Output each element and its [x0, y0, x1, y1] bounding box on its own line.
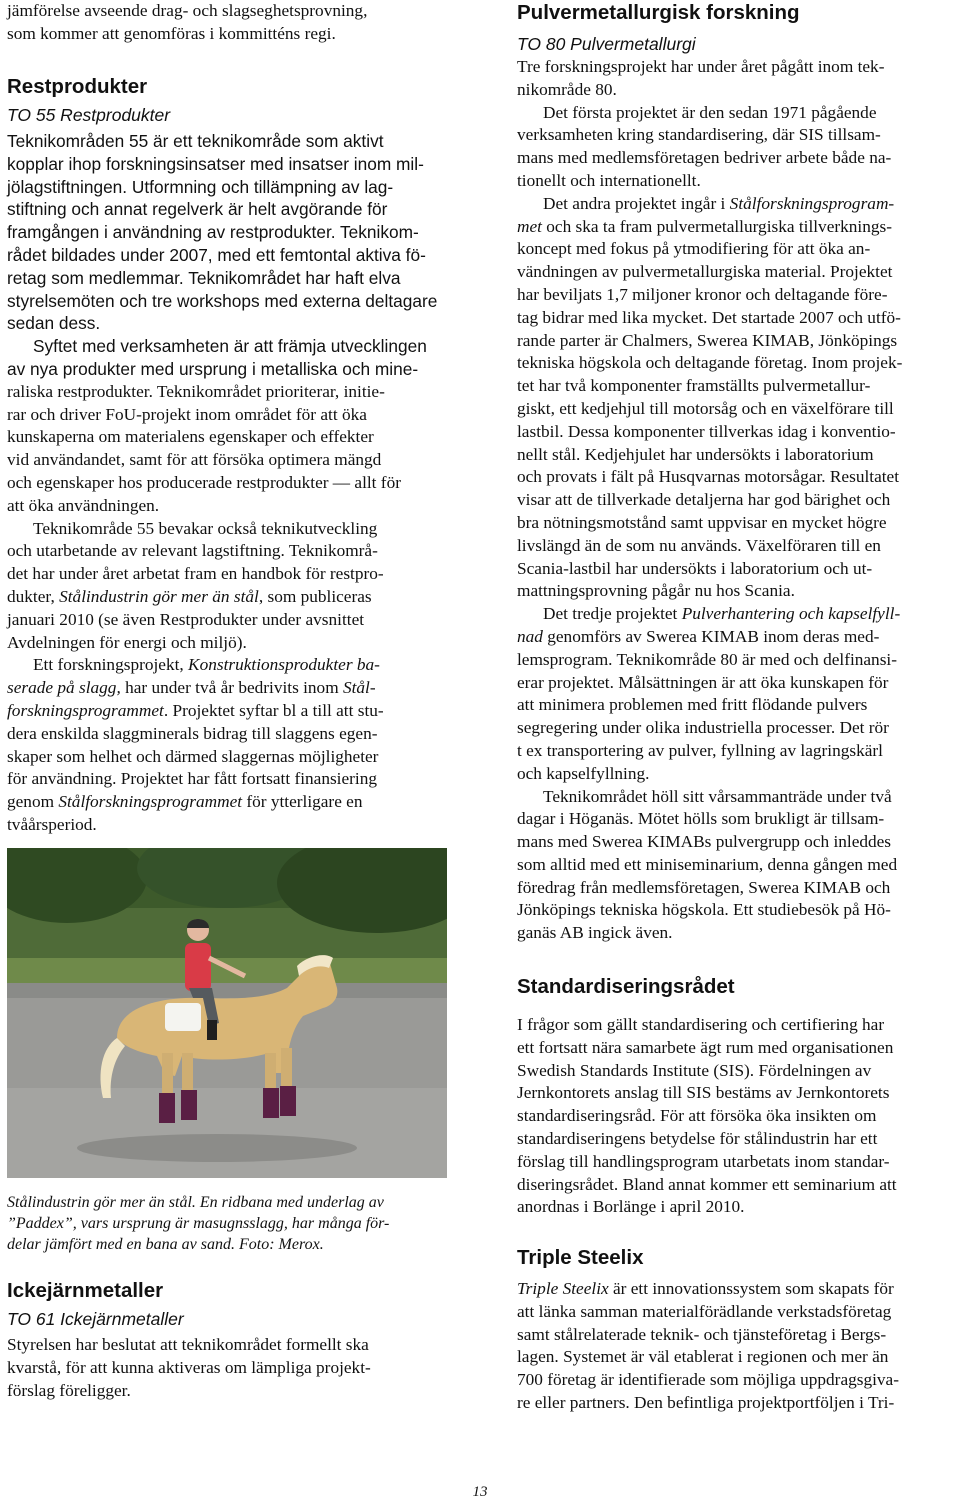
text-line: det har under året arbetat fram en handbok för restpro- [7, 564, 384, 584]
text-line: Teknikområde 55 bevakar också teknikutveckling [33, 518, 378, 538]
text-line: Ett forskningsprojekt, Konstruktionsprodukter ba- [33, 655, 380, 675]
text-line: tvåårsperiod. [7, 814, 97, 834]
text-line: erar projektet. Målsättningen är att öka kunskapen för [517, 672, 889, 692]
text-line: att länka samman materialförädlande verkstadsföretag [517, 1301, 892, 1321]
text-line: dukter, Stålindustrin gör mer än stål, som publiceras [7, 586, 372, 606]
text-line: styrelsemöten och tre workshops med externa deltagare [7, 290, 438, 311]
section-heading: Triple Steelix [517, 1246, 644, 1269]
section-heading: Pulvermetallurgisk forskning [517, 1, 800, 24]
text-line: nellt stål. Kedjehjulet har undersökts i laboratorium [517, 444, 874, 464]
section-triple-steelix [517, 1245, 957, 1415]
text-line: och utarbetande av relevant lagstiftning. Teknikområ- [7, 541, 378, 561]
section-restprodukter [7, 74, 447, 837]
photo-caption [7, 1192, 447, 1255]
text-line: lagen. Systemet är väl etablerat i regionen och mer än [517, 1347, 889, 1367]
text-line: serade på slagg, har under två år bedrivits inom Stål- [7, 678, 376, 698]
text-line: t ex transportering av pulver, fyllning av lagringskärl [517, 740, 883, 760]
paragraph [517, 786, 957, 946]
text-line: har beviljats 1,7 miljoner kronor och deltagande före- [517, 284, 888, 304]
section-pulvermetallurgi [517, 0, 957, 945]
text-line: stiftning och annat regelverk är helt avgörande för [7, 199, 388, 220]
text-line: genom Stålforskningsprogrammet för ytterligare en [7, 792, 363, 812]
text-line: tet har två komponenter framställts pulvermetallur- [517, 376, 871, 396]
text-line: 700 företag är identifierade som möjliga uppdragsgiva- [517, 1370, 899, 1390]
text-line: nikområde 80. [517, 79, 617, 99]
text-line: tionellt och internationellt. [517, 170, 701, 190]
text-line: bra nötningsmotstånd samt uppvisar en mycket högre [517, 512, 887, 532]
text-line: Teknikområdet höll sitt vårsammanträde under två [543, 786, 892, 806]
section-ickejarnmetaller [7, 1278, 447, 1402]
text-line: rådet bildades under 2007, med ett femtontal aktiva fö- [7, 244, 426, 265]
text-line: dera enskilda slaggminerals bidrag till slaggens egen- [7, 723, 378, 743]
text-line: förslag till handlingsprogram utarbetats inom standar- [517, 1151, 890, 1171]
paragraph [7, 335, 447, 517]
text-line: mattningsprovning pågår nu hos Scania. [517, 581, 795, 601]
text-line: segregering under olika industriella processer. Det rör [517, 718, 889, 738]
text-line: och egenskaper hos producerade restprodukter — allt för [7, 472, 401, 492]
paragraph [517, 603, 957, 785]
text-line: att öka användningen. [7, 495, 160, 515]
text-line: Jernkontorets anslag till SIS bestäms av Jernkontorets [517, 1083, 890, 1103]
text-line: rar och driver FoU-projekt inom området för att öka [7, 404, 367, 424]
section-subheading: TO 80 Pulvermetallurgi [517, 34, 696, 54]
text-line: vid användandet, samt för att försöka optimera mängd [7, 450, 382, 470]
text-line: Triple Steelix är ett innovationssystem som skapats för [517, 1279, 894, 1298]
text-line: verksamheten kring standardisering, där SIS tillsam- [517, 125, 881, 145]
text-line: Det första projektet är den sedan 1971 pågående [543, 102, 877, 122]
text-line: rande parter är Chalmers, Swerea KIMAB, Jönköpings [517, 330, 898, 350]
text-line: tekniska högskola och deltagande företag. Inom projek- [517, 353, 903, 373]
text-line: samt stålrelaterade teknik- och tjänsteföretag i Bergs- [517, 1324, 887, 1344]
text-line: skaper som helhet och därmed slaggernas möjligheter [7, 746, 379, 766]
text-line: nad genomförs av Swerea KIMAB inom deras med- [517, 626, 880, 646]
text-line: Avdelningen för energi och miljö). [7, 632, 247, 652]
section-standardiseringsradet [517, 974, 957, 1219]
text-line: som kommer att genomföras i kommitténs regi. [7, 23, 336, 43]
text-line: och provats i fält på Husqvarnas motorsågar. Resultatet [517, 467, 900, 487]
text-line: Swedish Standards Institute (SIS). Fördelningen av [517, 1060, 872, 1080]
text-line: för användning. Projektet har fått fortsatt finansiering [7, 769, 377, 789]
text-line: föredrag från medlemsföretagen, Swerea KIMAB och [517, 877, 891, 897]
horse-riding-photo [7, 848, 447, 1178]
caption-line: Stålindustrin gör mer än stål. En ridbana med underlag av [7, 1194, 384, 1211]
page-number: 13 [472, 1484, 488, 1500]
text-line: ganäs AB ingick även. [517, 923, 673, 943]
text-line: koncept med fokus på ytmodifiering för att öka an- [517, 239, 871, 259]
text-line: sedan dess. [7, 313, 101, 334]
paragraph [7, 518, 447, 655]
text-line: retag som medlemmar. Teknikområdet har haft elva [7, 267, 401, 288]
text-line: diseringsrådet. Bland annat kommer ett seminarium att [517, 1174, 897, 1194]
text-line: mans med Swerea KIMABs pulvergrupp och inleddes [517, 832, 892, 852]
section-subheading: TO 61 Ickejärnmetaller [7, 1309, 184, 1329]
text-line: förslag föreligger. [7, 1380, 131, 1400]
paragraph [7, 654, 447, 836]
text-line: Syftet med verksamheten är att främja utvecklingen [33, 336, 427, 357]
text-line: kopplar ihop forskningsinsatser med insatser inom mil- [7, 153, 424, 174]
text-line: och kapselfyllning. [517, 763, 650, 783]
text-line: Det andra projektet ingår i Stålforskningsprogram- [543, 193, 895, 213]
text-line: jämförelse avseende drag- och slagseghetsprovning, [7, 1, 368, 20]
text-line: anordnas i Borlänge i april 2010. [517, 1197, 745, 1217]
text-line: Det tredje projektet Pulverhantering och kapselfyll- [543, 604, 901, 624]
text-line: lastbil. Dessa komponenter tillverkas idag i konventio- [517, 421, 896, 441]
text-line: jölagstiftningen. Utformning och tillämpning av lag- [7, 176, 394, 197]
text-line: som alltid med ett miniseminarium, denna gången med [517, 854, 898, 874]
paragraph [517, 1278, 957, 1415]
text-line: visar att de tillverkade detaljerna har god bärighet och [517, 490, 891, 510]
text-line: Tre forskningsprojekt har under året pågått inom tek- [517, 57, 885, 76]
section-heading: Restprodukter [7, 75, 148, 98]
text-line: livslängd än de som nu används. Växelföraren till en [517, 535, 881, 555]
paragraph [7, 1334, 447, 1402]
text-line: ett fortsatt nära samarbete ägt rum med organisationen [517, 1037, 894, 1057]
paragraph [517, 1014, 957, 1219]
text-line: re eller partners. Den befintliga projektportföljen i Tri- [517, 1392, 895, 1412]
text-line: vändningen av pulvermetallurgiska material. Projektet [517, 262, 893, 282]
text-line: Styrelsen har beslutat att teknikområdet formellt ska [7, 1335, 369, 1354]
text-line: I frågor som gällt standardisering och certifiering har [517, 1015, 885, 1034]
section-heading: Standardiseringsrådet [517, 975, 735, 998]
text-line: av nya produkter med ursprung i metalliska och mine- [7, 358, 419, 379]
text-line: januari 2010 (se även Restprodukter under avsnittet [7, 609, 365, 629]
text-line: kvarstå, för att kunna aktiveras om lämpliga projekt- [7, 1357, 371, 1377]
text-line: Jönköpings tekniska högskola. Ett studiebesök på Hö- [517, 900, 891, 920]
text-line: framgången i användning av restprodukter. Teknikom- [7, 222, 419, 243]
text-line: met och ska ta fram pulvermetallurgiska tillverknings- [517, 216, 892, 236]
paragraph [517, 193, 957, 603]
text-line: Teknikområden 55 är ett teknikområde som aktivt [7, 131, 384, 151]
text-line: att minimera problemen med fritt flödande pulvers [517, 695, 868, 715]
text-line: standardiseringsråd. För att försöka öka insikten om [517, 1106, 877, 1126]
text-line: giskt, ett kedjehjul till motorsåg och en växelförare till [517, 398, 894, 418]
text-line: kunskaperna om materialens egenskaper och effekter [7, 427, 374, 447]
text-line: lemsprogram. Teknikområde 80 är med och delfinansi- [517, 649, 897, 669]
text-line: Scania-lastbil har undersökts i laboratorium och ut- [517, 558, 873, 578]
text-line: tag bidrar med lika mycket. Det startade 2007 och utfö- [517, 307, 901, 327]
intro-paragraph [7, 0, 447, 46]
text-line: mans med medlemsföretagen bedriver arbete både na- [517, 148, 892, 168]
text-line: forskningsprogrammet. Projektet syftar bl a till att stu- [7, 700, 384, 720]
sans-paragraph [7, 130, 447, 335]
text-line: raliska restprodukter. Teknikområdet prioriterar, initie- [7, 381, 385, 401]
paragraph [517, 102, 957, 193]
book-title: Stålindustrin gör mer än stål [59, 586, 259, 606]
caption-line: ”Paddex”, vars ursprung är masugnsslagg, har många för- [7, 1215, 390, 1232]
text-line: standardiseringens betydelse för stålindustrin har ett [517, 1128, 878, 1148]
section-heading: Ickejärnmetaller [7, 1279, 164, 1302]
section-subheading: TO 55 Restprodukter [7, 105, 171, 125]
text-line: dagar i Höganäs. Mötet hölls som brukligt är tillsam- [517, 809, 885, 829]
paragraph [517, 56, 957, 102]
caption-line: delar jämfört med en bana av sand. Foto: Merox. [7, 1236, 324, 1253]
